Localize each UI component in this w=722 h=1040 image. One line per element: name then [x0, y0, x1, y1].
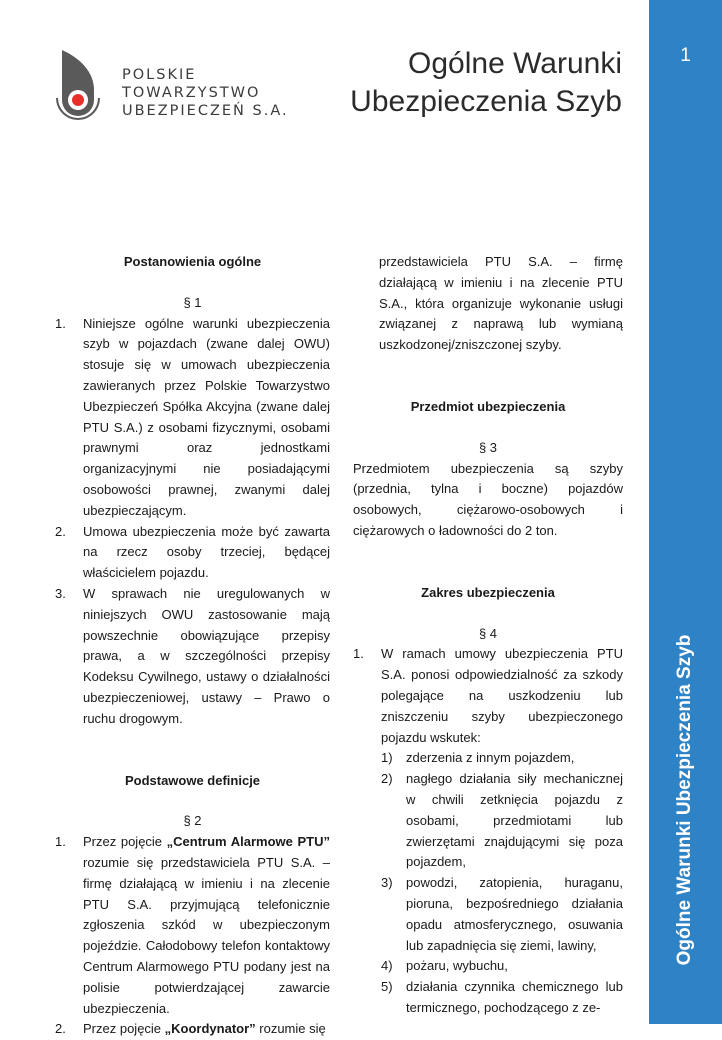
right-column [353, 252, 623, 1019]
list-item-text: W sprawach nie uregulowanych w niniejszych OWU zastosowanie mają powszechnie obowiązujące przepisy prawa, a w szczególności przepisy Kodeksu Cywilnego, ustawy o działalności ubezpieczeniowej, ustawy – Prawo o ruchu drogowym. [83, 585, 330, 726]
list-item [55, 314, 330, 522]
spacer [353, 604, 623, 624]
list-item-text: W ramach umowy ubezpieczenia PTU S.A. ponosi odpowiedzialność za szkody polegające na uszkodzeniu lub zniszczeniu szyby ubezpieczonego pojazdu wskutek: [381, 646, 623, 745]
definition-continuation: przedstawiciela PTU S.A. – firmę działającą w imieniu i na zlecenie PTU S.A., która organizuje wykonanie usługi związanej z naprawą lub wymianą uszkodzonej/zniszczonej szyby. [379, 254, 623, 353]
paragraph-mark-3: § 3 [478, 439, 498, 455]
subject-text: Przedmiotem ubezpieczenia są szyby (przednia, tylna i boczne) pojazdów osobowych, ciężarowo-osobowych i ciężarowych o ładowności do 2 ton. [353, 460, 623, 538]
list-item-text: Niniejsze ogólne warunki ubezpieczenia szyb w pojazdach (zwane dalej OWU) stosuje się w umowach ubezpieczenia zawieranych przez Polskie Towarzystwo Ubezpieczeń Spółka Akcyjna (zwane dalej PTU S.A.) z osobami fizycznymi, osobami prawnymi oraz jednostkami organizacyjnymi nie posiadającymi osobowości prawnej, zwanymi dalej ubezpieczającym. [83, 315, 330, 518]
list-item-number: 2. [55, 1021, 66, 1037]
list-item-number: 3. [55, 585, 66, 601]
sublist-item-number: 3) [381, 875, 393, 891]
sublist-item-number: 1) [381, 750, 393, 766]
sublist-item-number: 4) [381, 958, 393, 974]
definition-text: rozumie się [255, 1021, 326, 1037]
spacer [353, 356, 623, 397]
list-item-number: 1. [55, 834, 66, 850]
general-provisions-list [55, 314, 330, 730]
left-column [55, 252, 330, 1040]
section-heading-subject: Przedmiot ubezpieczenia [410, 398, 566, 414]
company-logo [52, 50, 312, 140]
list-item [55, 522, 330, 584]
definition-term: „Centrum Alarmowe PTU” [166, 834, 330, 850]
logo-line-2: TOWARZYSTWO [122, 85, 261, 101]
sublist-item-text: powodzi, zatopienia, huraganu, pioruna, bezpośredniego działania opadu atmosferycznego, osuwania lub zapadnięcia się ziemi, lawiny, [406, 875, 623, 953]
logo-wordmark [122, 66, 289, 120]
sublist-item [381, 748, 623, 769]
side-bar [649, 0, 722, 1024]
list-item [55, 832, 330, 1019]
section-heading-definitions: Podstawowe definicje [124, 772, 261, 788]
document-title-line-1: Ogólne Warunki [408, 47, 622, 80]
list-item-number: 1. [55, 315, 66, 331]
scope-list [353, 644, 623, 1018]
sublist-item [381, 956, 623, 977]
document-title [350, 45, 622, 121]
logo-line-3: UBEZPIECZEŃ S.A. [122, 103, 289, 119]
sublist-item-text: zderzenia z innym pojazdem, [406, 750, 575, 766]
sublist-item-number: 5) [381, 979, 393, 995]
sublist-item-text: pożaru, wybuchu, [406, 958, 508, 974]
definitions-list [55, 832, 330, 1040]
definition-text: rozumie się przedstawiciela PTU S.A. – firmę działającą w imieniu i na zlecenie PTU S.A. przyjmującą telefonicznie zgłoszenia szkód w ubezpieczonym pojeździe. Całodobowy telefon kontaktowy Centrum Alarmowego PTU podany jest na polisie potwierdzającej zawarcie ubezpieczenia. [83, 854, 330, 1016]
spacer [55, 730, 330, 771]
page-number: 1 [680, 45, 691, 66]
sublist-item [381, 977, 623, 1019]
paragraph-mark-2: § 2 [183, 813, 202, 829]
spacer [353, 542, 623, 583]
spacer [55, 273, 330, 293]
sublist-item [381, 873, 623, 956]
document-title-line-2: Ubezpieczenia Szyb [350, 85, 622, 118]
list-item-number: 1. [353, 646, 364, 662]
ptu-logo-icon [52, 50, 104, 132]
definition-prefix: Przez pojęcie [83, 1021, 165, 1037]
scope-sublist [381, 748, 623, 1018]
section-heading-scope: Zakres ubezpieczenia [421, 584, 555, 600]
paragraph-mark-1: § 1 [183, 294, 202, 310]
definition-term: „Koordynator” [164, 1021, 256, 1037]
vertical-document-title: Ogólne Warunki Ubezpieczenia Szyb [674, 634, 695, 966]
list-item [353, 644, 623, 1018]
sublist-item-number: 2) [381, 771, 393, 787]
list-item [55, 1019, 330, 1040]
sublist-item-text: działania czynnika chemicznego lub termicznego, pochodzącego z ze- [406, 979, 623, 1015]
list-item [55, 584, 330, 730]
sublist-item [381, 769, 623, 873]
sublist-item-text: nagłego działania siły mechanicznej w chwili zetknięcia pojazdu z osobami, przedmiotami lub zwierzętami znajdującymi się poza pojazdem, [406, 771, 623, 870]
spacer [55, 791, 330, 811]
spacer [353, 418, 623, 438]
logo-line-1: POLSKIE [122, 67, 197, 83]
list-item-number: 2. [55, 523, 66, 539]
list-item-text: Umowa ubezpieczenia może być zawarta na rzecz osoby trzeciej, będącej właścicielem pojazdu. [83, 523, 330, 581]
definition-prefix: Przez pojęcie [83, 834, 167, 850]
section-heading-general: Postanowienia ogólne [123, 254, 262, 269]
paragraph-mark-4: § 4 [478, 625, 498, 641]
